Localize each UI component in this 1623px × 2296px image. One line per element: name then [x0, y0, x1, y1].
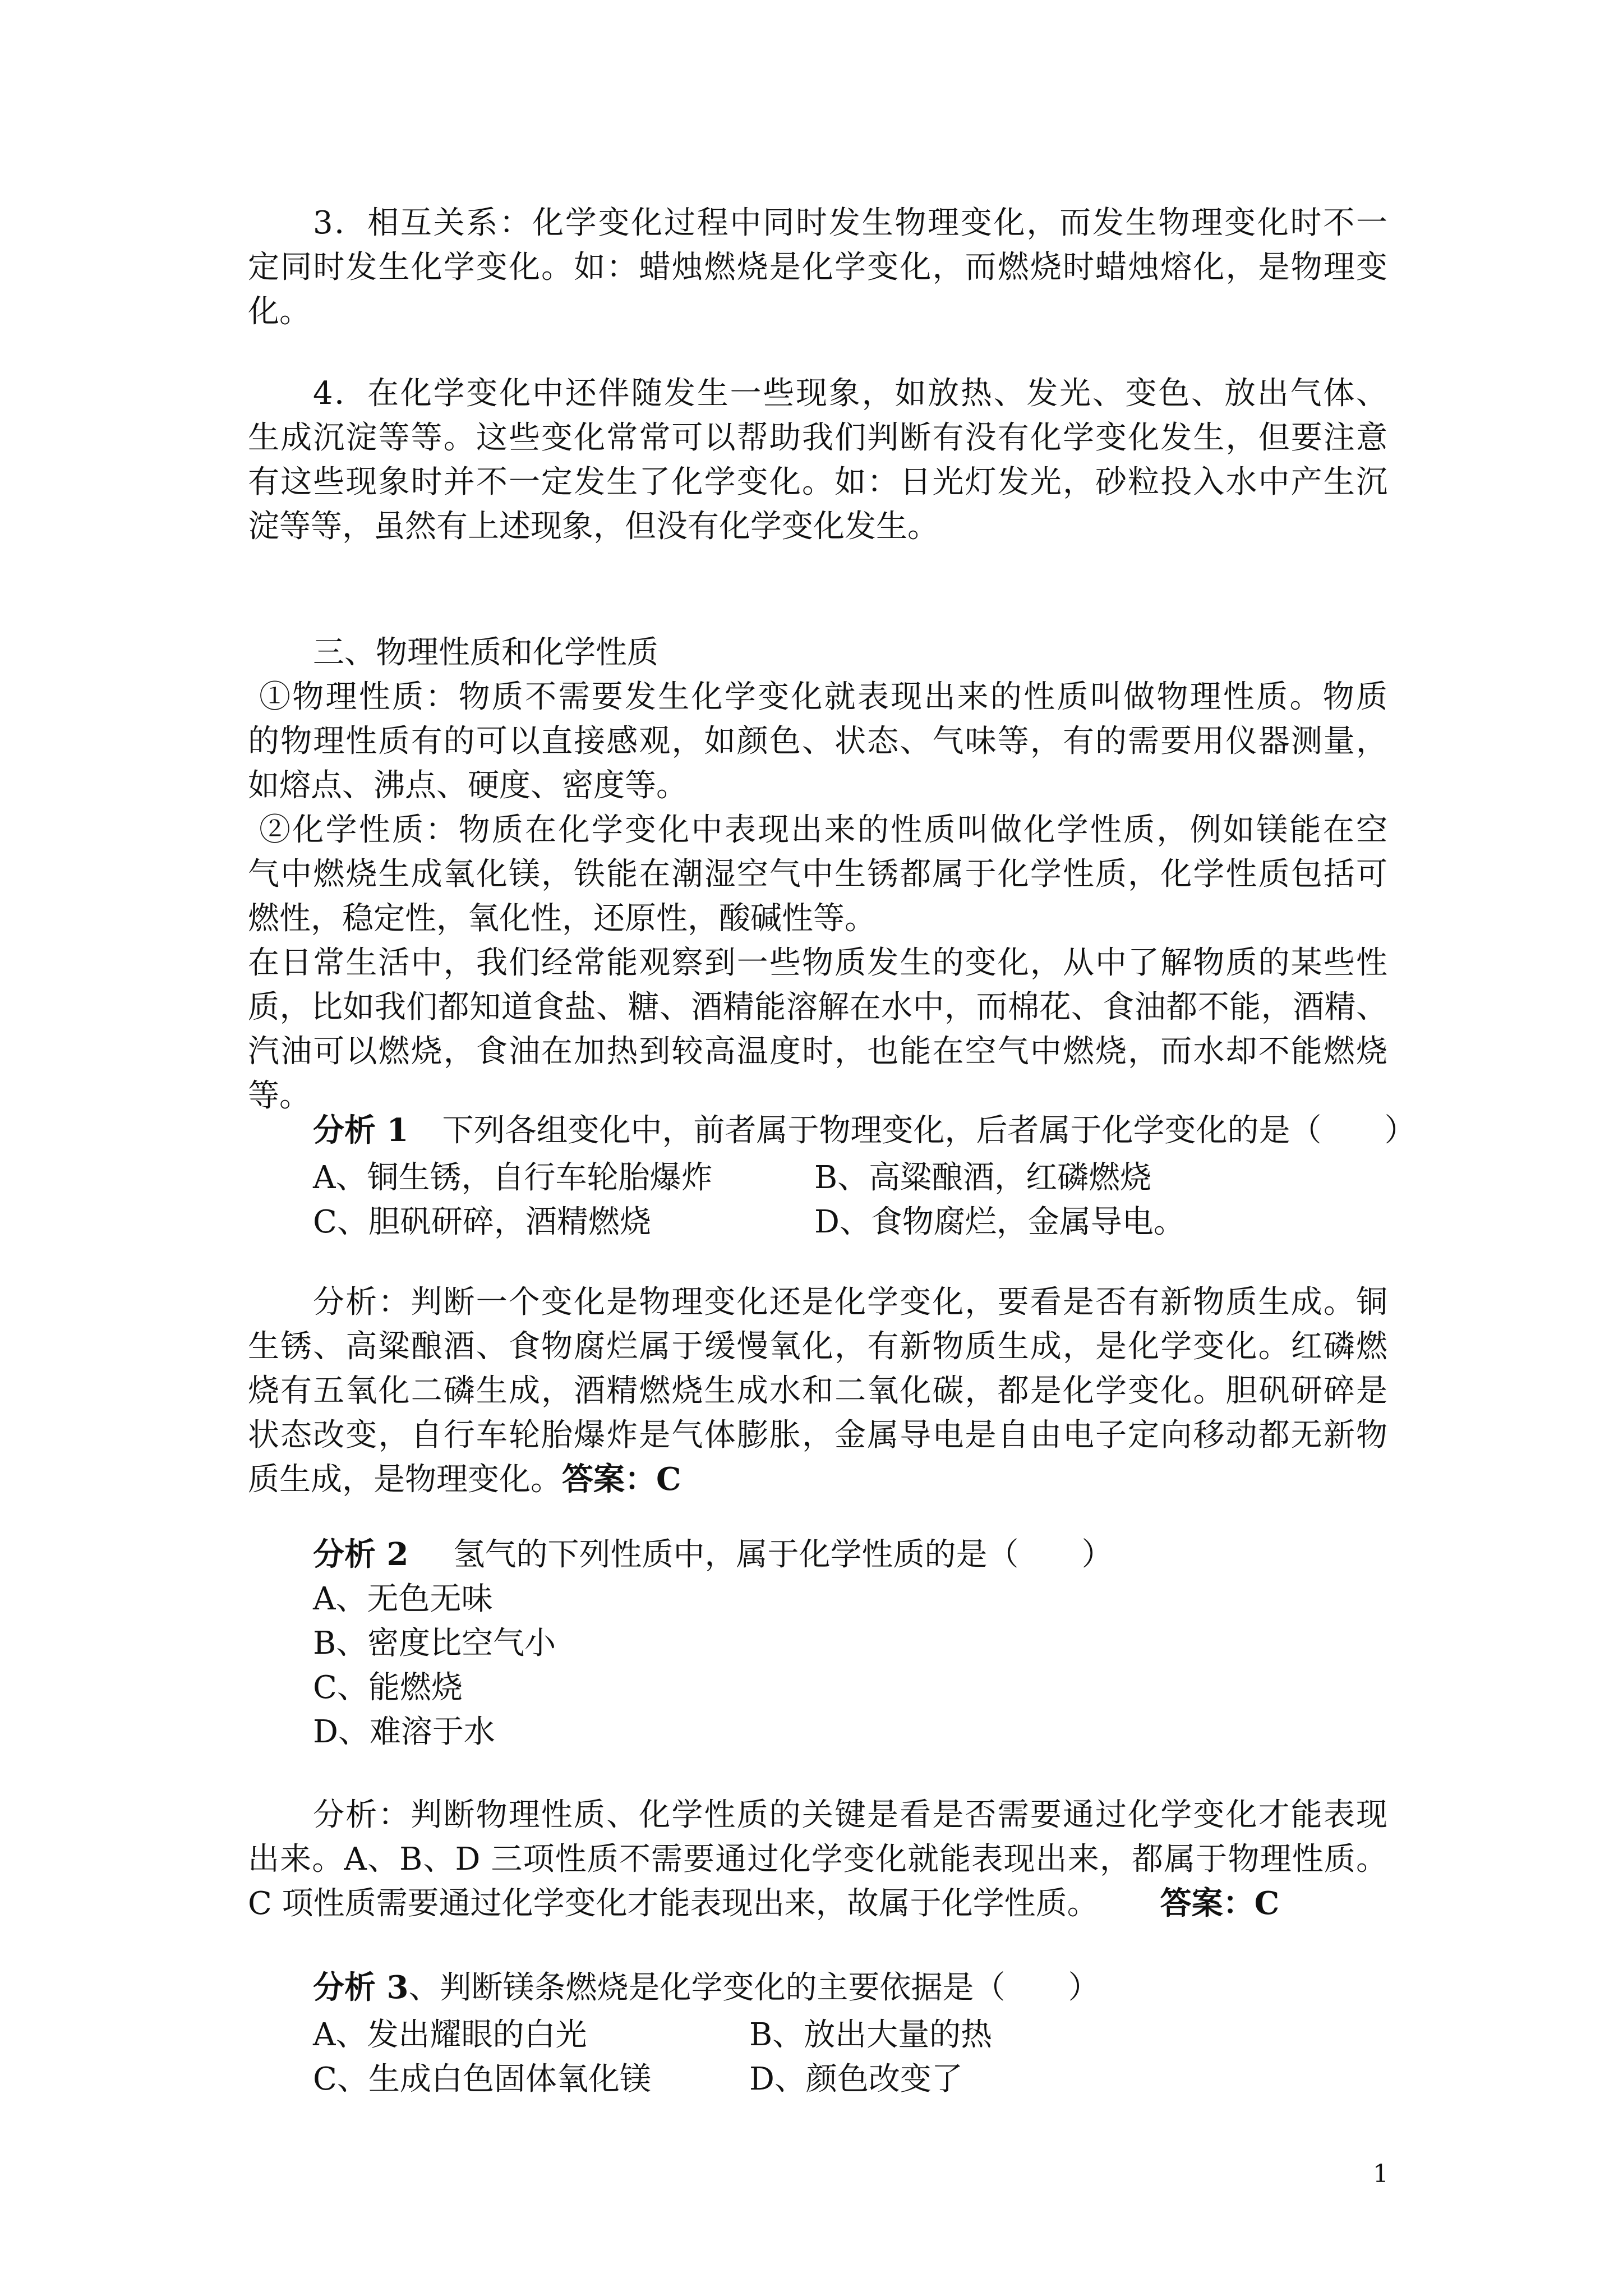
question-stem — [248, 1966, 1387, 2010]
text-line — [248, 1457, 1387, 1502]
text-line: 淀等等，虽然有上述现象，但没有化学变化发生。 — [248, 508, 939, 545]
paragraph-phenomena — [248, 371, 1387, 549]
text-line: 在日常生活中，我们经常能观察到一些物质发生的变化，从中了解物质的某些性 — [248, 945, 1387, 981]
analysis-text: C 项性质需要通过化学变化才能表现出来，故属于化学性质。 — [248, 1885, 1099, 1922]
text-line: ①物理性质：物质不需要发生化学变化就表现出来的性质叫做物理性质。物质 — [259, 679, 1387, 715]
section-properties — [248, 631, 1387, 1118]
analysis-2 — [248, 1793, 1387, 1926]
option-d: D、难溶于水 — [313, 1714, 495, 1750]
option-a: A、无色无味 — [313, 1581, 493, 1617]
question-text: 下列各组变化中，前者属于物理变化，后者属于化学变化的是（ ） — [442, 1112, 1416, 1149]
text-line: 汽油可以燃烧，食油在加热到较高温度时，也能在空气中燃烧，而水却不能燃烧 — [248, 1033, 1387, 1070]
option-b: B、放出大量的热 — [749, 2017, 993, 2053]
option-b: B、密度比空气小 — [313, 1625, 556, 1662]
analysis-1 — [248, 1280, 1387, 1502]
option-c: C、能燃烧 — [313, 1669, 463, 1706]
paragraph-relation — [248, 201, 1387, 334]
answer: 答案：C — [562, 1461, 681, 1498]
question-3 — [248, 1966, 1387, 2100]
question-stem — [248, 1533, 1387, 1577]
option-d: D、食物腐烂，金属导电。 — [814, 1204, 1185, 1240]
question-2 — [248, 1533, 1387, 1754]
option-b: B、高粱酿酒，红磷燃烧 — [814, 1159, 1152, 1196]
option-c: C、生成白色固体氧化镁 — [313, 2061, 651, 2097]
page-number: 1 — [1373, 2160, 1389, 2188]
text-line — [248, 1881, 1387, 1926]
option-a: A、发出耀眼的白光 — [313, 2017, 587, 2053]
text-line: 出来。A、B、D 三项性质不需要通过化学变化就能表现出来，都属于物理性质。 — [248, 1841, 1387, 1878]
question-stem — [248, 1108, 1416, 1153]
analysis-text: 质生成，是物理变化。 — [248, 1461, 562, 1498]
text-line: 生成沉淀等等。这些变化常常可以帮助我们判断有没有化学变化发生，但要注意 — [248, 420, 1387, 456]
question-label: 分析 1 — [313, 1112, 409, 1149]
option-a: A、铜生锈，自行车轮胎爆炸 — [313, 1159, 713, 1196]
question-label: 分析 3 — [313, 1969, 409, 2006]
text-line: 质，比如我们都知道食盐、糖、酒精能溶解在水中，而棉花、食油都不能，酒精、 — [248, 989, 1387, 1025]
text-line: 气中燃烧生成氧化镁，铁能在潮湿空气中生锈都属于化学性质，化学性质包括可 — [248, 856, 1387, 892]
text-line: 4．在化学变化中还伴随发生一些现象，如放热、发光、变色、放出气体、 — [313, 375, 1387, 412]
text-line: 如熔点、沸点、硬度、密度等。 — [248, 767, 688, 804]
question-label: 分析 2 — [313, 1536, 409, 1573]
question-text: 、判断镁条燃烧是化学变化的主要依据是（ ） — [408, 1970, 1100, 2006]
text-line: 有这些现象时并不一定发生了化学变化。如：日光灯发光，砂粒投入水中产生沉 — [248, 464, 1387, 500]
answer: 答案：C — [1160, 1885, 1280, 1922]
text-line: 的物理性质有的可以直接感观，如颜色、状态、气味等，有的需要用仪器测量， — [248, 723, 1387, 760]
text-line: 分析：判断物理性质、化学性质的关键是看是否需要通过化学变化才能表现 — [313, 1797, 1387, 1833]
text-line: 化。 — [248, 293, 311, 330]
question-text: 氢气的下列性质中，属于化学性质的是（ ） — [453, 1536, 1113, 1573]
text-line: 定同时发生化学变化。如：蜡烛燃烧是化学变化，而燃烧时蜡烛熔化，是物理变 — [248, 249, 1387, 286]
text-line: 燃性，稳定性，氧化性，还原性，酸碱性等。 — [248, 900, 876, 937]
text-line: 状态改变，自行车轮胎爆炸是气体膨胀，金属导电是自由电子定向移动都无新物 — [248, 1417, 1387, 1453]
option-c: C、胆矾研碎，酒精燃烧 — [313, 1204, 651, 1240]
option-d: D、颜色改变了 — [749, 2061, 963, 2097]
text-line: 等。 — [248, 1078, 311, 1114]
text-line: 生锈、高粱酿酒、食物腐烂属于缓慢氧化，有新物质生成，是化学变化。红磷燃 — [248, 1328, 1387, 1365]
text-line: 烧有五氧化二磷生成，酒精燃烧生成水和二氧化碳，都是化学变化。胆矾研碎是 — [248, 1373, 1387, 1409]
question-1 — [248, 1108, 1416, 1243]
text-line: 分析：判断一个变化是物理变化还是化学变化，要看是否有新物质生成。铜 — [313, 1284, 1387, 1320]
text-line: 3．相互关系：化学变化过程中同时发生物理变化，而发生物理变化时不一 — [313, 205, 1387, 241]
text-line: ②化学性质：物质在化学变化中表现出来的性质叫做化学性质，例如镁能在空 — [259, 812, 1387, 848]
section-heading: 三、物理性质和化学性质 — [313, 634, 658, 671]
